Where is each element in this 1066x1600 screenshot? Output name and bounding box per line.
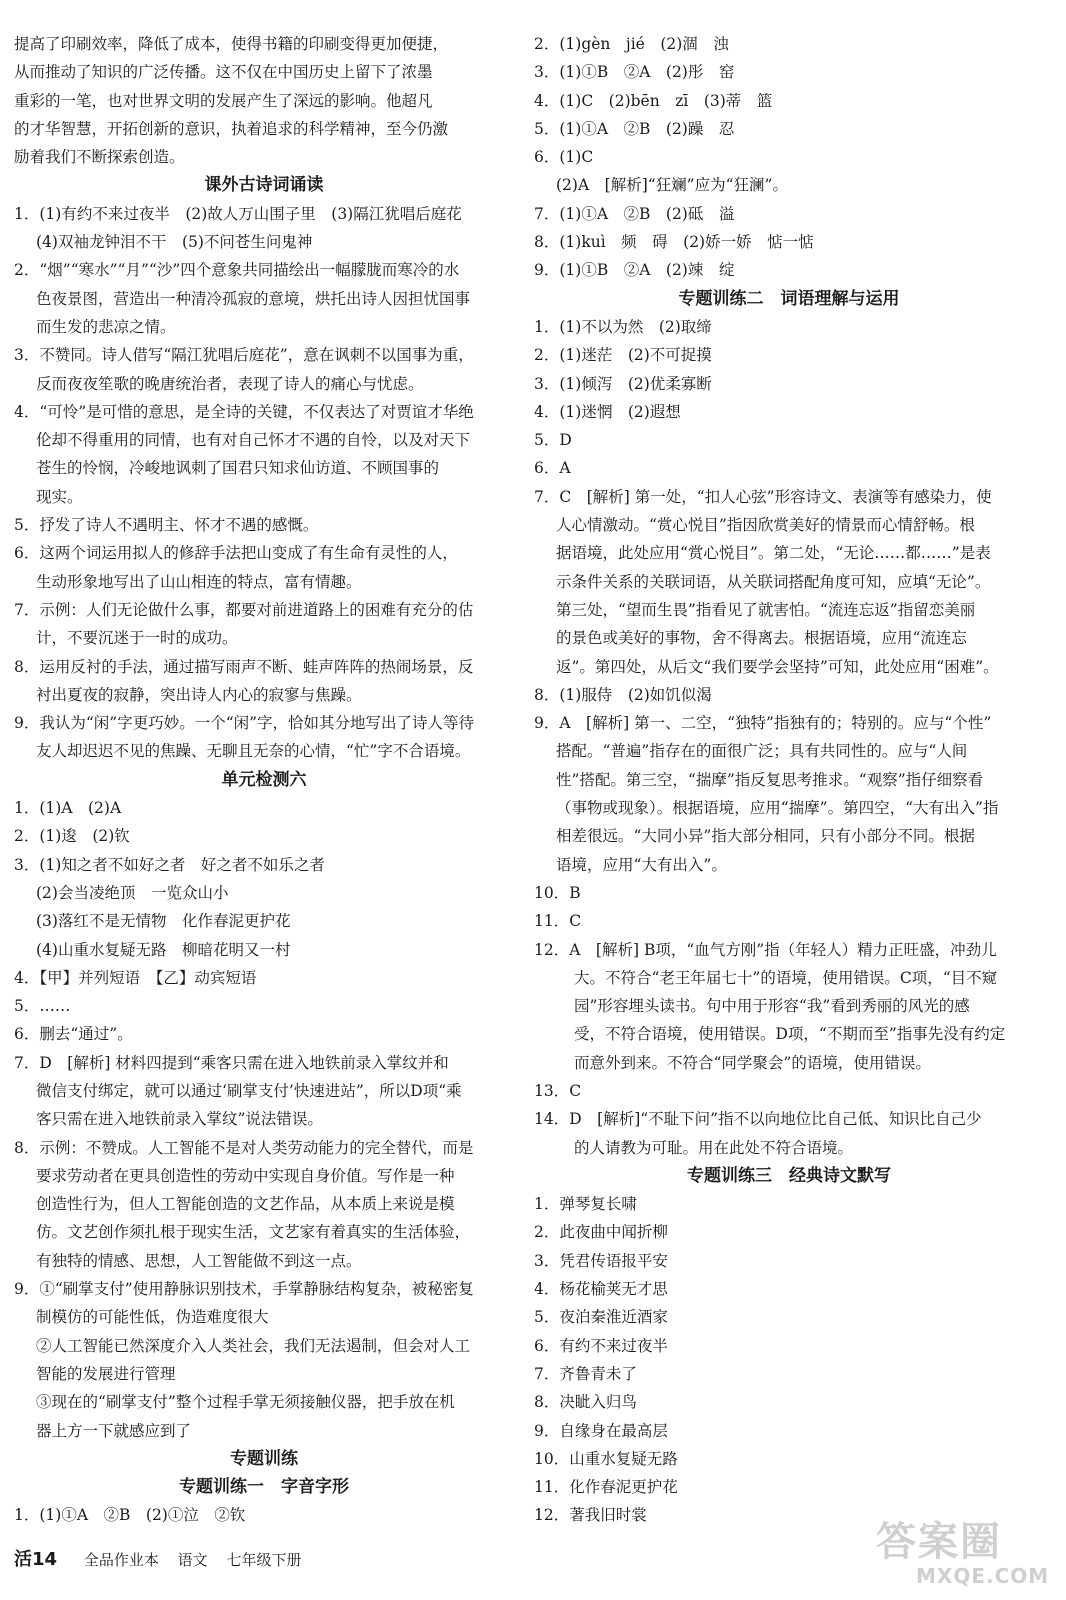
answer-line: 示条件关系的关联词语，从关联词搭配角度可知，应填“无论”。: [556, 572, 991, 591]
answer-line: 5．(1)①A ②B (2)躁 忍: [534, 119, 735, 138]
answer-line: 9．A [解析] 第一、二空，“独特”指独有的；特别的。应与“个性”: [534, 714, 992, 733]
answer-line: 14．D [解析]“不耻下问”指不以向地位比自己低、知识比自己少: [534, 1110, 982, 1129]
answer-line: 色夜景图，营造出一种清冷孤寂的意境，烘托出诗人因担忧国事: [36, 289, 471, 308]
answer-line: 大。不符合“老王年届七十”的语境，使用错误。C项，“目不窥: [574, 968, 998, 987]
answer-line: 仿。文艺创作须扎根于现实生活，文艺家有着真实的生活体验，: [36, 1223, 471, 1242]
answer-line: 人心情激动。“赏心悦目”指因欣赏美好的情景而心情舒畅。根: [556, 516, 975, 535]
answer-line: 1．(1)不以为然 (2)取缔: [534, 317, 712, 336]
answer-line: 提高了印刷效率，降低了成本，使得书籍的印刷变得更加便捷，: [14, 35, 449, 53]
answer-line: 9．自缘身在最高层: [534, 1421, 668, 1440]
answer-line: 的才华智慧，开拓创新的意识，执着追求的科学精神，至今仍激: [14, 119, 449, 138]
left-column: [14, 30, 514, 1530]
section-heading: 专题训练三 经典诗文默写: [687, 1165, 891, 1186]
answer-line: (2)会当凌绝顶 一览众山小: [36, 883, 229, 902]
answer-line: 受，不符合语境，使用错误。D项，“不期而至”指事先没有约定: [574, 1025, 1006, 1044]
answer-line: 而生发的悲凉之情。: [36, 317, 176, 336]
answer-line: 3．(1)倾泻 (2)优柔寡断: [534, 374, 712, 393]
answer-line: 9．①“刷掌支付”使用静脉识别技术，手掌静脉结构复杂，被秘密复: [14, 1280, 474, 1299]
answer-line: 8．运用反衬的手法，通过描写雨声不断、蛙声阵阵的热闹场景，反: [14, 657, 474, 676]
book-title: 全品作业本: [83, 1551, 159, 1569]
answer-line: (3)落红不是无情物 化作春泥更护花: [36, 912, 291, 931]
answer-line: 4．【甲】并列短语 【乙】动宾短语: [14, 968, 257, 987]
answer-line: 6．这两个词运用拟人的修辞手法把山变成了有生命有灵性的人，: [14, 544, 458, 563]
answer-line: 5．夜泊秦淮近酒家: [534, 1308, 668, 1327]
answer-line: 伦却不得重用的同情，也有对自己怀才不遇的自怜，以及对天下: [36, 431, 471, 450]
answer-line: 6．删去“通过”。: [14, 1025, 133, 1044]
answer-line: 励着我们不断探索创造。: [14, 148, 185, 167]
answer-line: 8．示例：不赞成。人工智能不是对人类劳动能力的完全替代，而是: [14, 1138, 474, 1157]
answer-line: 3．(1)知之者不如好之者 好之者不如乐之者: [14, 855, 325, 874]
answer-line: 4．(1)C (2)bēn zī (3)蒂 篮: [534, 91, 773, 110]
answer-line: 创造性行为，但人工智能创造的文艺作品，从本质上来说是模: [36, 1195, 455, 1214]
answer-line: 13．C: [534, 1081, 582, 1100]
answer-line: ②人工智能已然深度介入人类社会，我们无法遏制，但会对人工: [36, 1336, 471, 1355]
answer-line: 的景色或美好的事物，舍不得离去。根据语境，应用“流连忘: [556, 629, 967, 648]
answer-line: 园”形容埋头读书。句中用于形容“我”看到秀丽的风光的感: [574, 997, 970, 1016]
answer-line: 3．不赞同。诗人借写“隔江犹唱后庭花”，意在讽刺不以国事为重，: [14, 346, 474, 365]
answer-line: 4．(1)迷惘 (2)遐想: [534, 402, 681, 421]
answer-line: 8．(1)服侍 (2)如饥似渴: [534, 685, 712, 704]
answer-line: 从而推动了知识的广泛传播。这不仅在中国历史上留下了浓墨: [14, 63, 433, 82]
answer-line: 6．有约不来过夜半: [534, 1336, 668, 1355]
section-heading: 专题训练: [230, 1448, 298, 1469]
right-column: [534, 30, 1044, 1530]
answer-line: 性”搭配。第三空，“揣摩”指反复思考推求。“观察”指仔细察看: [556, 770, 984, 789]
answer-line: 1．(1)A (2)A: [14, 799, 122, 818]
answer-line: 苍生的怜悯，冷峻地讽刺了国君只知求仙访道、不顾国事的: [36, 459, 440, 478]
answer-line: 12．A [解析] B项，“血气方刚”指（年轻人）精力正旺盛，冲劲儿: [534, 940, 997, 959]
answer-line: 8．(1)kuì 频 碍 (2)娇一娇 惦一惦: [534, 233, 814, 252]
answer-line: 智能的发展进行管理: [36, 1364, 176, 1383]
answer-line: 10．山重水复疑无路: [534, 1449, 678, 1468]
answer-line: 4．杨花榆荚无才思: [534, 1280, 668, 1299]
watermark-url: MXQE.COM: [916, 1564, 1050, 1588]
answer-line: 5．……: [14, 997, 71, 1016]
answer-line: （事物或现象）。根据语境，应用“揣摩”。第四空，“大有出入”指: [556, 799, 999, 818]
answer-line: 2．(1)迷茫 (2)不可捉摸: [534, 346, 712, 365]
answer-line: 相差很远。“大同小异”指大部分相同，只有小部分不同。根据: [556, 827, 975, 846]
answer-line: 9．(1)①B ②A (2)竦 绽: [534, 261, 735, 280]
answer-line: 客只需在进入地铁前录入掌纹”说法错误。: [36, 1110, 323, 1129]
answer-line: (4)山重水复疑无路 柳暗花明又一村: [36, 940, 291, 959]
answer-line: 12．著我旧时裳: [534, 1506, 647, 1525]
answer-line: 7．(1)①A ②B (2)砥 溢: [534, 204, 735, 223]
answer-line: 10．B: [534, 883, 581, 902]
grade-label: 七年级下册: [226, 1551, 302, 1569]
answer-line: 第三处，“望而生畏”指看见了就害怕。“流连忘返”指留恋美丽: [556, 600, 976, 619]
answer-line: 器上方一下就感应到了: [36, 1421, 192, 1440]
answer-line: 1．(1)有约不来过夜半 (2)故人万山围子里 (3)隔江犹唱后庭花: [14, 204, 462, 223]
answer-line: 2．“烟”“寒水”“月”“沙”四个意象共同描绘出一幅朦胧而寒冷的水: [14, 261, 460, 280]
subject-label: 语文: [177, 1551, 208, 1569]
answer-line: 11．化作春泥更护花: [534, 1478, 678, 1497]
answer-line: (2)A [解析]“狂斓”应为“狂澜”。: [556, 176, 788, 195]
answer-line: (4)双袖龙钟泪不干 (5)不问苍生问鬼神: [36, 233, 313, 252]
answer-line: 2．此夜曲中闻折柳: [534, 1223, 668, 1242]
answer-line: 反而夜夜笙歌的晚唐统治者，表现了诗人的痛心与忧虑。: [36, 374, 424, 393]
answer-line: 而意外到来。不符合“同学聚会”的语境，使用错误。: [574, 1053, 931, 1072]
answer-line: 7．C [解析] 第一处，“扣人心弦”形容诗文、表演等有感染力，使: [534, 487, 992, 506]
answer-line: 5．D: [534, 431, 572, 450]
answer-line: 计，不要沉迷于一时的成功。: [36, 629, 238, 648]
section-heading: 单元检测六: [221, 769, 307, 790]
section-heading: 专题训练一 字音字形: [179, 1477, 349, 1498]
answer-line: 重彩的一笔，也对世界文明的发展产生了深远的影响。他超凡: [14, 91, 433, 110]
answer-line: 的人请教为可耻。用在此处不符合语境。: [574, 1138, 854, 1157]
answer-line: 8．决眦入归鸟: [534, 1393, 637, 1412]
answer-line: 11．C: [534, 912, 582, 931]
answer-line: 3．凭君传语报平安: [534, 1251, 668, 1270]
section-heading: 课外古诗词诵读: [204, 175, 324, 196]
answer-line: 7．齐鲁青未了: [534, 1364, 637, 1383]
answer-line: 制模仿的可能性低，伪造难度很大: [36, 1308, 269, 1327]
answer-line: 据语境，此处应用“赏心悦目”。第二处，“无论……都……”是表: [556, 544, 991, 563]
answer-line: 微信支付绑定，就可以通过‘刷掌支付’快速进站”，所以D项“乘: [36, 1081, 462, 1100]
watermark-logo: 答案圈: [876, 1519, 1002, 1565]
answer-line: 有独特的情感、思想，人工智能做不到这一点。: [36, 1251, 362, 1270]
answer-line: 返”。第四处，从后文“我们要学会坚持”可知，此处应用“困难”。: [556, 657, 999, 676]
answer-line: 5．抒发了诗人不遇明主、怀才不遇的感慨。: [14, 516, 319, 535]
answer-line: 1．弹琴复长啸: [534, 1195, 637, 1214]
answer-line: 衬出夏夜的寂静，突出诗人内心的寂寥与焦躁。: [36, 685, 362, 704]
answer-line: 2．(1)逡 (2)钦: [14, 827, 130, 846]
answer-line: 要求劳动者在更具创造性的劳动中实现自身价值。写作是一种: [36, 1166, 455, 1185]
answer-line: ③现在的“刷掌支付”整个过程手掌无须接触仪器，把手放在机: [36, 1393, 455, 1412]
section-heading: 专题训练二 词语理解与运用: [678, 288, 900, 309]
answer-line: 现实。: [36, 487, 83, 506]
page-number: 活14: [14, 1549, 58, 1570]
watermark: [876, 1510, 1056, 1594]
answer-line: 搭配。“普遍”指存在的面很广泛；具有共同性的。应与“人间: [556, 742, 968, 761]
answer-line: 6．A: [534, 459, 571, 478]
answer-line: 2．(1)gèn jié (2)涸 浊: [534, 35, 729, 53]
answer-line: 7．D [解析] 材料四提到“乘客只需在进入地铁前录入掌纹并和: [14, 1053, 449, 1072]
answer-line: 4．“可怜”是可惜的意思，是全诗的关键，不仅表达了对贾谊才华绝: [14, 402, 474, 421]
answer-line: 6．(1)C: [534, 148, 594, 167]
answer-line: 生动形象地写出了山山相连的特点，富有情趣。: [36, 572, 362, 591]
answer-line: 友人却迟迟不见的焦躁、无聊且无奈的心情，“忙”字不合语境。: [36, 742, 471, 761]
answer-line: 1．(1)①A ②B (2)①泣 ②钦: [14, 1506, 246, 1525]
answer-line: 9．我认为“闲”字更巧妙。一个“闲”字，恰如其分地写出了诗人等待: [14, 714, 475, 733]
answer-line: 3．(1)①B ②A (2)彤 窑: [534, 63, 735, 82]
answer-line: 语境，应用“大有出入”。: [556, 855, 727, 874]
page-footer: [14, 1545, 315, 1571]
answer-line: 7．示例：人们无论做什么事，都要对前进道路上的困难有充分的估: [14, 600, 474, 619]
